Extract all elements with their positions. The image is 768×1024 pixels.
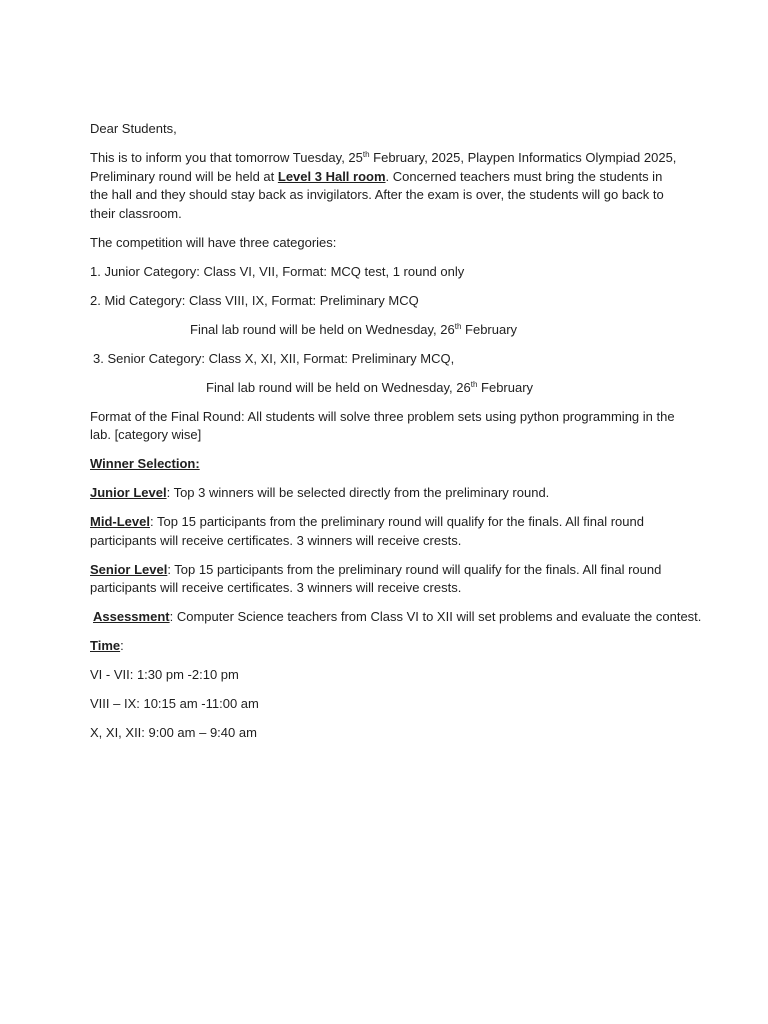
time-colon: :	[120, 638, 124, 653]
intro-paragraph	[90, 149, 680, 223]
category-mid-final-sup: th	[454, 321, 462, 331]
category-senior-final-text: Final lab round will be held on Wednesday, 26	[206, 379, 471, 395]
junior-level-text: : Top 3 winners will be selected directly from the preliminary round.	[166, 485, 550, 500]
category-mid-final-month: February	[461, 321, 518, 337]
category-senior: 3. Senior Category: Class X, XI, XII, Format: Preliminary MCQ,	[93, 350, 455, 366]
schedule-senior: X, XI, XII: 9:00 am – 9:40 am	[90, 725, 257, 740]
mid-level-label: Mid-Level	[90, 514, 150, 529]
time-heading	[90, 637, 690, 656]
winner-heading	[90, 455, 690, 474]
senior-level-label: Senior Level	[90, 561, 168, 577]
junior-level-label: Junior Level	[90, 485, 167, 500]
schedule-mid: VIII – IX: 10:15 am -11:00 am	[90, 696, 259, 711]
greeting: Dear Students,	[90, 121, 177, 136]
winner-heading-text: Winner Selection:	[90, 456, 200, 471]
assessment	[90, 608, 702, 627]
senior-level-text: : Top 15 participants from the preliminary round will qualify for the finals. All final round participants will receive certificates. 3 winners will receive crests.	[90, 561, 662, 595]
assessment-text: : Computer Science teachers from Class VI to XII will set problems and evaluate the contest.	[169, 609, 702, 624]
category-senior-final-month: February	[477, 379, 534, 395]
intro-part1: This is to inform you that tomorrow Tuesday, 25	[90, 150, 363, 165]
final-format: Format of the Final Round: All students will solve three problem sets using python programming in the lab. [category wise]	[90, 408, 675, 442]
assessment-label: Assessment	[93, 609, 170, 624]
category-junior: 1. Junior Category: Class VI, VII, Format: MCQ test, 1 round only	[90, 263, 465, 279]
venue: Level 3 Hall room	[277, 168, 386, 184]
category-mid-final-text: Final lab round will be held on Wednesday, 26	[190, 321, 455, 337]
schedule-junior: VI - VII: 1:30 pm -2:10 pm	[90, 667, 239, 682]
intro-sup: th	[362, 150, 370, 159]
senior-level	[90, 561, 665, 598]
category-mid-final	[90, 321, 690, 340]
time-label: Time	[90, 638, 121, 653]
category-senior-final-sup: th	[470, 379, 478, 389]
intro-part3: . Concerned teachers must bring the students in the hall and they should stay back as invigilators. After the exam is over, the students will go back to their classroom.	[90, 168, 664, 221]
intro-part2: February, 2025, Playpen Informatics Olympiad 2025, Preliminary round will be held at	[90, 150, 677, 184]
category-mid: 2. Mid Category: Class VIII, IX, Format: Preliminary MCQ	[90, 292, 419, 308]
categories-intro: The competition will have three categories:	[90, 234, 337, 250]
category-senior-final	[90, 379, 690, 398]
mid-level-text: : Top 15 participants from the preliminary round will qualify for the finals. All final round participants will receive certificates. 3 winners will receive crests.	[90, 514, 644, 548]
mid-level	[90, 513, 660, 550]
junior-level	[90, 484, 690, 503]
letter-page	[90, 120, 702, 753]
